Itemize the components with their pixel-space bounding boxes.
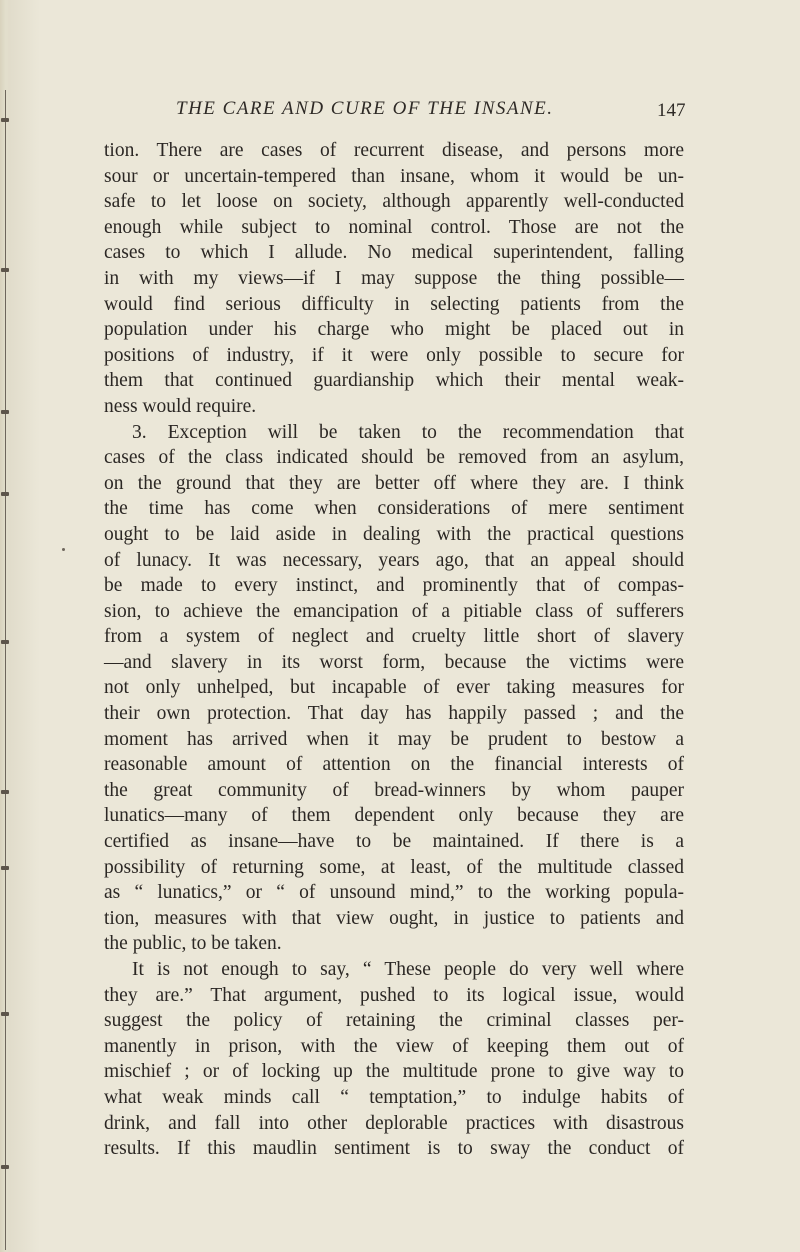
binding-mark (1, 410, 9, 414)
text-line: It is not enough to say, “ These people do very well where (132, 959, 684, 980)
text-line: cases of the class indicated should be removed from an asylum, (104, 447, 684, 469)
text-line: drink, and fall into other deplorable practices with disastrous (104, 1112, 684, 1134)
text-line: safe to let loose on society, although apparently well-conducted (104, 191, 684, 213)
text-line: —and slavery in its worst form, because the victims were (104, 651, 684, 673)
text-line: from a system of neglect and cruelty little short of slavery (104, 626, 684, 648)
text-line: sion, to achieve the emancipation of a pitiable class of sufferers (104, 600, 684, 622)
text-line: moment has arrived when it may be prudent to bestow a (104, 728, 684, 750)
margin-speck (62, 548, 65, 551)
binding-mark (1, 268, 9, 272)
text-line: they are.” That argument, pushed to its logical issue, would (104, 984, 684, 1006)
text-line: 3. Exception will be taken to the recommendation that (132, 421, 684, 443)
text-line: sour or uncertain-tempered than insane, whom it would be un- (104, 165, 684, 187)
binding-mark (1, 866, 9, 870)
text-line: results. If this maudlin sentiment is to sway the conduct of (104, 1138, 684, 1160)
binding-mark (1, 790, 9, 794)
text-line: lunatics—many of them dependent only because they are (104, 805, 684, 827)
text-line: on the ground that they are better off where they are. I think (104, 472, 684, 494)
text-line: them that continued guardianship which their mental weak- (104, 370, 684, 392)
body-text (104, 138, 684, 1162)
text-line: mischief ; or of locking up the multitude prone to give way to (104, 1061, 684, 1083)
text-line: suggest the policy of retaining the criminal classes per- (104, 1010, 684, 1032)
text-line: the public, to be taken. (104, 933, 282, 955)
text-line: enough while subject to nominal control. Those are not the (104, 216, 684, 238)
binding-mark (1, 1165, 9, 1169)
text-line: not only unhelped, but incapable of ever taking measures for (104, 677, 684, 699)
text-line: reasonable amount of attention on the financial interests of (104, 754, 684, 776)
binding-mark (1, 118, 9, 122)
text-line: population under his charge who might be placed out in (104, 319, 684, 341)
binding-rule (5, 90, 6, 1250)
text-line: positions of industry, if it were only possible to secure for (104, 344, 684, 366)
page-number: 147 (657, 100, 686, 121)
text-line: cases to which I allude. No medical superintendent, falling (104, 242, 684, 264)
text-line: ought to be laid aside in dealing with the practical questions (104, 523, 684, 545)
binding-mark (1, 1012, 9, 1016)
text-line: tion, measures with that view ought, in justice to patients and (104, 907, 684, 929)
text-line: the time has come when considerations of mere sentiment (104, 498, 684, 520)
running-head: THE CARE AND CURE OF THE INSANE. (176, 98, 554, 119)
text-line: of lunacy. It was necessary, years ago, that an appeal should (104, 549, 684, 571)
text-line: tion. There are cases of recurrent disease, and persons more (104, 140, 684, 161)
text-line: in with my views—if I may suppose the thing possible— (104, 267, 684, 289)
binding-mark (1, 640, 9, 644)
text-line: would find serious difficulty in selecting patients from the (104, 293, 684, 315)
text-line: ness would require. (104, 395, 257, 417)
text-line: the great community of bread-winners by whom pauper (104, 779, 684, 801)
text-line: what weak minds call “ temptation,” to indulge habits of (104, 1086, 684, 1108)
text-line: possibility of returning some, at least, of the multitude classed (104, 856, 684, 878)
text-line: as “ lunatics,” or “ of unsound mind,” to the working popula- (104, 882, 684, 904)
binding-mark (1, 492, 9, 496)
text-line: their own protection. That day has happily passed ; and the (104, 703, 684, 725)
text-line: certified as insane—have to be maintained. If there is a (104, 831, 684, 853)
text-line: be made to every instinct, and prominently that of compas- (104, 575, 684, 597)
text-line: manently in prison, with the view of keeping them out of (104, 1035, 684, 1057)
